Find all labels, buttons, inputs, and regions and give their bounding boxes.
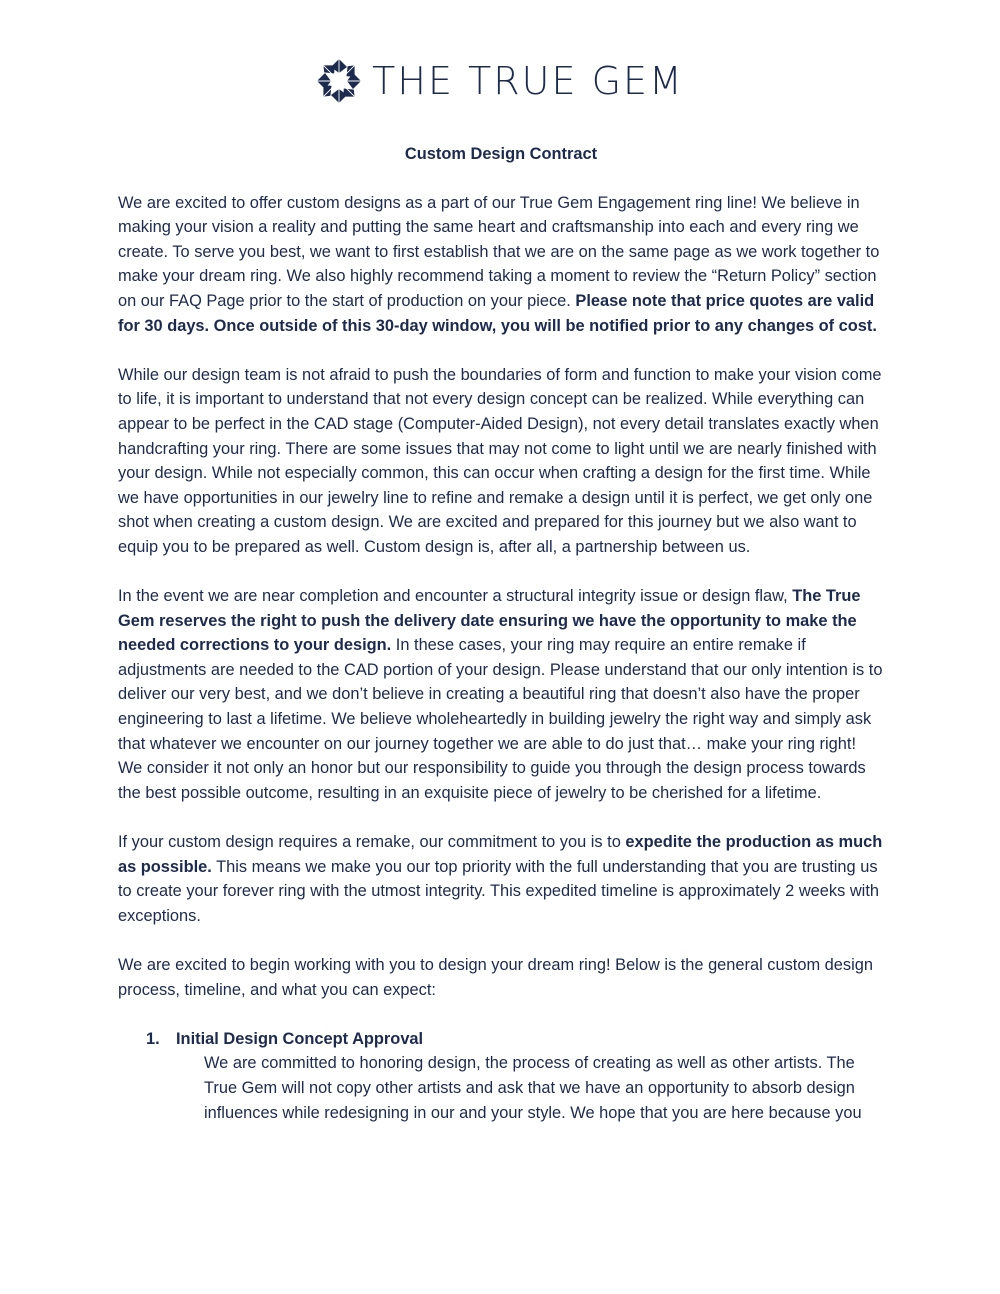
paragraph-structural-issues	[118, 584, 884, 805]
list-item-heading	[146, 1027, 884, 1052]
header	[0, 56, 1000, 106]
list-item-number: 1.	[146, 1029, 160, 1048]
expedite-notice: expedite the production as much as possible.	[118, 833, 883, 876]
brand-wordmark: THE TRUE GEM	[372, 59, 684, 103]
paragraph-intro	[118, 191, 884, 339]
list-item	[146, 1027, 884, 1125]
paragraph-structural-intro: In the event we are near completion and encounter a structural integrity issue or design flaw,	[118, 587, 793, 606]
paragraph-structural-rest: In these cases, your ring may require an entire remake if adjustments are needed to the CAD portion of your design. Please understand that our only intention is to deliver our very best, and we don’t believe in creating a beautiful ring that doesn’t also have the proper engineering to last a lifetime. We believe wholeheartedly in building jewelry the right way and simply ask that whatever we encounter on our journey together we are able to do just that… make your ring right! We consider it not only an honor but our responsibility to guide you through the design process towards the best possible outcome, resulting in an exquisite piece of jewelry to be cherished for a lifetime.	[118, 636, 883, 802]
paragraph-remake-rest: This means we make you our top priority with the full understanding that you are trusting us to create your forever ring with the utmost integrity. This expedited timeline is approximately 2 weeks with exceptions.	[118, 857, 879, 925]
price-quote-notice: Please note that price quotes are valid for 30 days. Once outside of this 30-day window, you will be notified prior to any changes of cost.	[118, 291, 877, 335]
paragraph-remake	[118, 830, 884, 928]
list-item-title: Initial Design Concept Approval	[176, 1029, 424, 1048]
paragraph-process-intro: We are excited to begin working with you to design your dream ring! Below is the general custom design process, timeline, and what you can expect:	[118, 956, 873, 999]
paragraph-intro-text: We are excited to offer custom designs as a part of our True Gem Engagement ring line! We believe in making your vision a reality and putting the same heart and craftsmanship into each and every ring we create. To serve you best, we want to first establish that we are on the same page as we work together to make your dream ring. We also highly recommend taking a moment to review the “Return Policy” section on our FAQ Page prior to the start of production on your piece.	[118, 193, 880, 310]
paragraph-design-limits: While our design team is not afraid to push the boundaries of form and function to make your vision come to life, it is important to understand that not every design concept can be realized. While everything can appear to be perfect in the CAD stage (Computer-Aided Design), not every detail translates exactly when handcrafting your ring. There are some issues that may not come to light until we are nearly finished with your design. While not especially common, this can occur when crafting a design for the first time. While we have opportunities in our jewelry line to refine and remake a design until it is perfect, we get only one shot when creating a custom design. We are excited and prepared for this journey but we also want to equip you to be prepared as well. Custom design is, after all, a partnership between us.	[118, 365, 882, 556]
delivery-date-notice: The True Gem reserves the right to push the delivery date ensuring we have the opportunity to make the needed corrections to your design.	[118, 587, 861, 655]
list-item-body: We are committed to honoring design, the process of creating as well as other artists. The True Gem will not copy other artists and ask that we have an opportunity to absorb design influences while redesigning in our and your style. We hope that you are here because you	[204, 1054, 862, 1122]
document-body	[118, 140, 884, 1125]
faceted-gem-icon	[316, 58, 362, 104]
paragraph-remake-intro: If your custom design requires a remake, our commitment to you is to	[118, 833, 626, 852]
document-title: Custom Design Contract	[404, 145, 598, 163]
